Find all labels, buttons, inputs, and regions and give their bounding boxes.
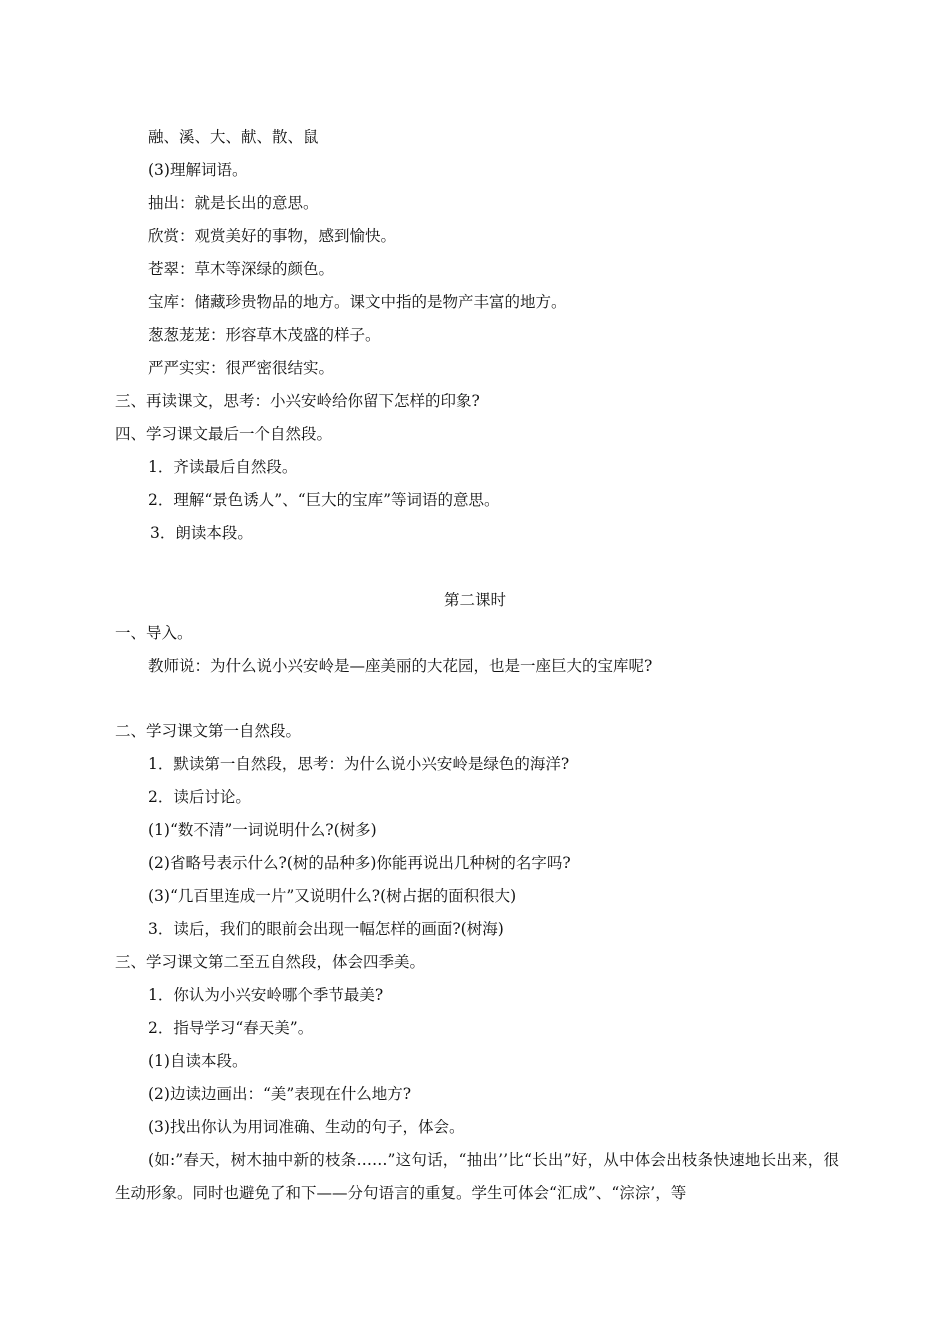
spring-item-3: (3)找出你认为用词准确、生动的句子，体会。 bbox=[148, 1118, 465, 1136]
definition-xinshang: 欣赏：观赏美好的事物，感到愉快。 bbox=[148, 227, 397, 245]
step-discuss: 2．读后讨论。 bbox=[148, 788, 251, 806]
step-spring: 2．指导学习“春天美”。 bbox=[148, 1019, 314, 1037]
spring-item-1: (1)自读本段。 bbox=[148, 1052, 248, 1070]
discussion-item-1: (1)“数不清”一词说明什么?(树多) bbox=[148, 821, 377, 839]
step-read-paragraph: 3．朗读本段。 bbox=[150, 524, 253, 542]
example-paragraph: (如:”春天，树木抽中新的枝条……”这句话，“抽出’’比“长出”好，从中体会出枝条快速地长出来，很生动形象。同时也避免了和下——分句语言的重复。学生可体会“汇成”、“淙淙’，等 bbox=[115, 1151, 839, 1202]
step-understand-phrases: 2．理解“景色诱人”、“巨大的宝库”等词语的意思。 bbox=[148, 491, 500, 509]
step-silent-read: 1．默读第一自然段，思考：为什么说小兴安岭是绿色的海洋? bbox=[148, 755, 570, 773]
step-imagine: 3．读后，我们的眼前会出现一幅怎样的画面?(树海) bbox=[148, 920, 504, 938]
step-read-aloud: 1．齐读最后自然段。 bbox=[148, 458, 298, 476]
section-heading-1: 一、导入。 bbox=[115, 624, 193, 642]
spring-item-2: (2)边读边画出：“美”表现在什么地方? bbox=[148, 1085, 412, 1103]
definition-baoku: 宝库：储藏珍贵物品的地方。课文中指的是物产丰富的地方。 bbox=[148, 293, 567, 311]
definition-congcong: 葱葱茏茏：形容草木茂盛的样子。 bbox=[148, 326, 381, 344]
step-understand-words: (3)理解词语。 bbox=[148, 161, 248, 179]
lesson-title: 第二课时 bbox=[443, 591, 506, 609]
definition-cangcui: 苍翠：草木等深绿的颜色。 bbox=[148, 260, 335, 278]
step-season-question: 1．你认为小兴安岭哪个季节最美? bbox=[148, 986, 384, 1004]
section-heading-4: 四、学习课文最后一个自然段。 bbox=[115, 425, 333, 443]
section-heading-2: 二、学习课文第一自然段。 bbox=[115, 722, 302, 740]
teacher-question: 教师说：为什么说小兴安岭是—座美丽的大花园，也是一座巨大的宝库呢? bbox=[148, 657, 653, 675]
definition-chouchu: 抽出：就是长出的意思。 bbox=[148, 194, 319, 212]
discussion-item-3: (3)“几百里连成一片”又说明什么?(树占据的面积很大) bbox=[148, 887, 517, 905]
character-list: 融、溪、大、献、散、鼠 bbox=[148, 128, 319, 146]
section-heading-3b: 三、学习课文第二至五自然段，体会四季美。 bbox=[115, 953, 426, 971]
discussion-item-2: (2)省略号表示什么?(树的品种多)你能再说出几种树的名字吗? bbox=[148, 854, 571, 872]
section-heading-3: 三、再读课文，思考：小兴安岭给你留下怎样的印象? bbox=[115, 392, 480, 410]
definition-yanyan: 严严实实：很严密很结实。 bbox=[148, 359, 335, 377]
